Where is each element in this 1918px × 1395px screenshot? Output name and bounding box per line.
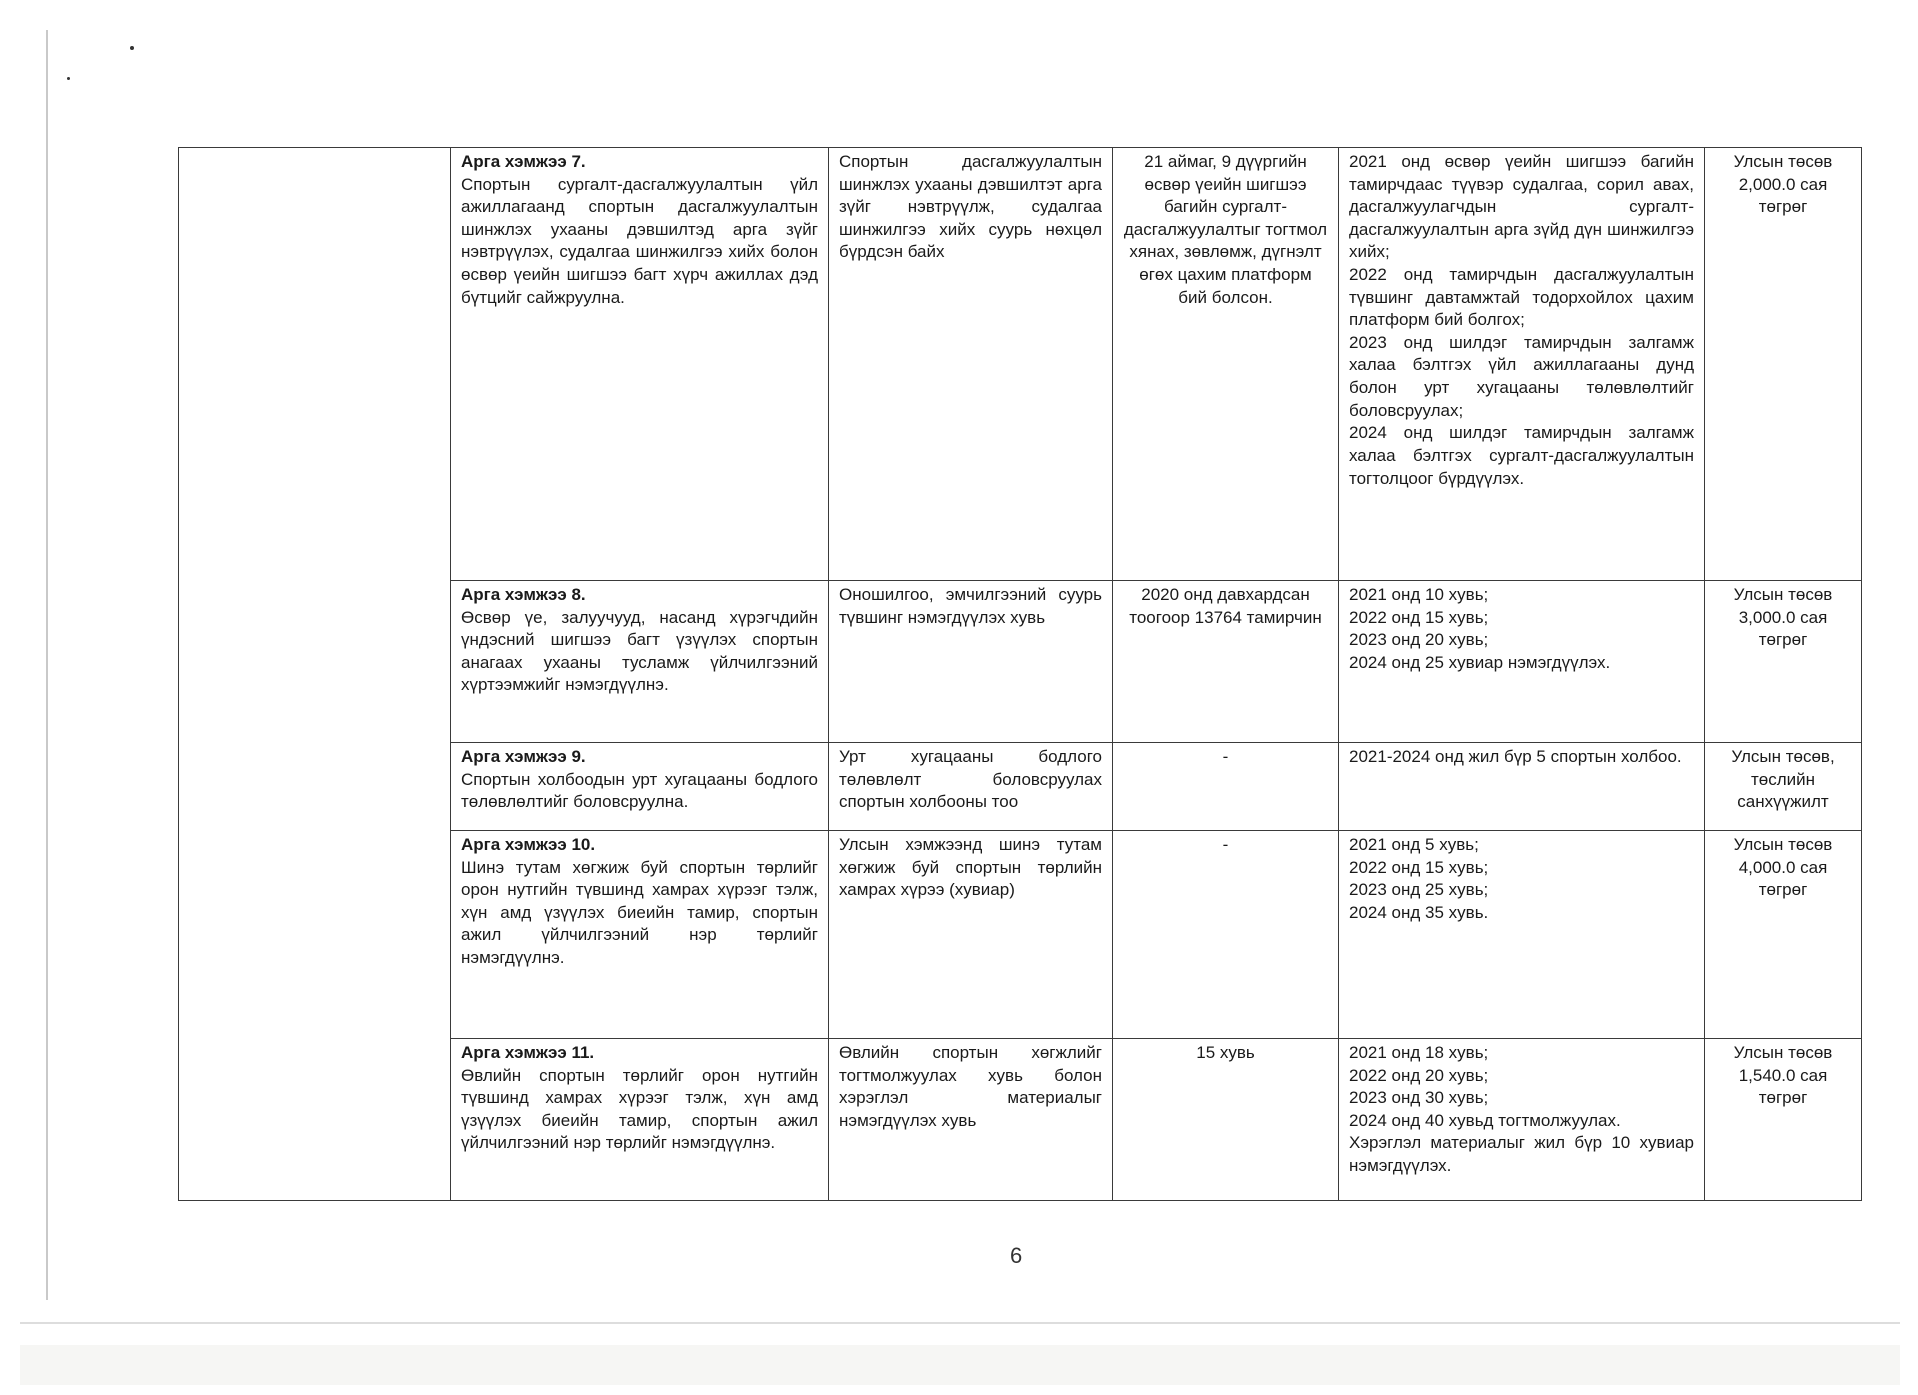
milestone-item: 2024 онд 35 хувь. [1349,902,1489,922]
milestone-item: 2022 онд 20 хувь; [1349,1065,1489,1085]
page-edge [20,1322,1900,1324]
funding-cell: Улсын төсөв 2,000.0 сая төгрөг [1705,148,1862,581]
funding-cell: Улсын төсөв 3,000.0 сая төгрөг [1705,581,1862,743]
measure-description: Өвлийн спортын төрлийг орон нутгийн түвшинд хамрах хүрээг тэлж, хүн амд үзүүлэх биеийн тамир, спортын ажил үйлчилгээний нэр төрлийг нэмэгдүүлнэ. [461,1065,818,1153]
milestone-item: 2023 онд 30 хувь; [1349,1088,1489,1108]
milestone-item: Хэрэглэл материалыг жил бүр 10 хувиар нэмэгдүүлэх. [1349,1133,1694,1176]
milestone-item: 2022 онд тамирчдын дасгалжуулалтын түвшинг давтамжтай тодорхойлох цахим платформ бий болгох; [1349,265,1694,330]
table-row [179,148,1862,581]
page-number: 6 [1010,1243,1023,1268]
measure-title: Арга хэмжээ 9. [461,747,586,766]
milestone-item: 2021 онд 10 хувь; [1349,585,1489,604]
milestones-cell [1339,831,1705,1039]
measure-title: Арга хэмжээ 11. [461,1043,595,1062]
indicator-cell: Оношилгоо, эмчилгээний суурь түвшинг нэмэгдүүлэх хувь [829,581,1113,743]
milestones-cell [1339,581,1705,743]
measure-title: Арга хэмжээ 8. [461,585,586,604]
milestone-item: 2021 онд өсвөр үеийн шигшээ багийн тамирчдаас түүвэр судалгаа, сорил авах, дасгалжуулагчдын сургалт-дасгалжуулалтын арга зүйд дүн шинжилгээ хийх; [1349,152,1694,262]
measure-cell [451,148,829,581]
measure-cell [451,831,829,1039]
funding-cell: Улсын төсөв 1,540.0 сая төгрөг [1705,1039,1862,1201]
milestones-cell [1339,1039,1705,1201]
action-plan-table [178,147,1862,1201]
measure-title: Арга хэмжээ 10. [461,835,596,854]
baseline-cell: - [1113,743,1339,831]
indicator-cell: Урт хугацааны бодлого төлөвлөлт боловсруулах спортын холбооны тоо [829,743,1113,831]
measure-description: Өсвөр үе, залуучууд, насанд хүрэгчдийн үндэсний шигшээ багт үзүүлэх спортын анагаах ухааны тусламж үйлчилгээний хүртээмжийг нэмэгдүүлнэ. [461,607,818,695]
funding-cell: Улсын төсөв 4,000.0 сая төгрөг [1705,831,1862,1039]
baseline-cell: - [1113,831,1339,1039]
measure-description: Шинэ тутам хөгжиж буй спортын төрлийг орон нутгийн түвшинд хамрах хүрээг тэлж, хүн амд үзүүлэх биеийн тамир, спортын ажил үйлчилгээний нэр төрлийг нэмэгдүүлнэ. [461,857,818,968]
merged-left-cell [179,148,451,1201]
measure-cell [451,743,829,831]
milestone-item: 2021 онд 5 хувь; [1349,835,1479,854]
milestone-item: 2021 онд 18 хувь; [1349,1043,1489,1062]
indicator-cell: Улсын хэмжээнд шинэ тутам хөгжиж буй спортын төрлийн хамрах хүрээ (хувиар) [829,831,1113,1039]
milestone-item: 2023 онд 25 хувь; [1349,880,1489,900]
milestones-cell [1339,743,1705,831]
milestone-item: 2022 онд 15 хувь; [1349,607,1489,627]
scan-speck [130,46,134,50]
milestone-item: 2024 онд 25 хувиар нэмэгдүүлэх. [1349,652,1611,672]
milestone-item: 2023 онд шилдэг тамирчдын залгамж халаа бэлтгэх үйл ажиллагааны дунд болон урт хугацааны төлөвлөлтийг боловсруулах; [1349,332,1694,420]
indicator-cell: Спортын дасгалжуулалтын шинжлэх ухааны дэвшилтэт арга зүйг нэвтрүүлж, судалгаа шинжилгээ хийх суурь нөхцөл бүрдсэн байх [829,148,1113,581]
measure-description: Спортын сургалт-дасгалжуулалтын үйл ажиллагаанд спортын дасгалжуулалтын шинжлэх ухааны дэвшилтэд арга зүйг нэвтрүүлэх, судалгаа шинжилгээ хийх болон өсвөр үеийн шигшээ багт хүрч ажиллах дэд бүтцийг сайжруулна. [461,174,818,307]
baseline-cell: 15 хувь [1113,1039,1339,1201]
baseline-cell: 21 аймаг, 9 дүүргийн өсвөр үеийн шигшээ багийн сургалт-дасгалжуулалтыг тогтмол хянах, зөвлөмж, дүгнэлт өгөх цахим платформ бий болсон. [1113,148,1339,581]
measure-cell [451,581,829,743]
milestone-item: 2021-2024 онд жил бүр 5 спортын холбоо. [1349,747,1682,766]
measure-description: Спортын холбоодын урт хугацааны бодлого төлөвлөлтийг боловсруулна. [461,769,818,812]
milestone-item: 2024 онд шилдэг тамирчдын залгамж халаа бэлтгэх сургалт-дасгалжуулалтын тогтолцоог бүрдүүлэх. [1349,423,1694,488]
milestone-item: 2022 онд 15 хувь; [1349,857,1489,877]
milestone-item: 2024 онд 40 хувьд тогтмолжуулах. [1349,1110,1621,1130]
measure-title: Арга хэмжээ 7. [461,152,586,171]
page-edge [46,30,48,1300]
indicator-cell: Өвлийн спортын хөгжлийг тогтмолжуулах хувь болон хэрэглэл материалыг нэмэгдүүлэх хувь [829,1039,1113,1201]
page-shade [20,1345,1900,1385]
scan-speck [67,77,70,80]
milestone-item: 2023 онд 20 хувь; [1349,630,1489,650]
measure-cell [451,1039,829,1201]
milestones-cell [1339,148,1705,581]
funding-cell: Улсын төсөв, төслийн санхүүжилт [1705,743,1862,831]
baseline-cell: 2020 онд давхардсан тоогоор 13764 тамирчин [1113,581,1339,743]
